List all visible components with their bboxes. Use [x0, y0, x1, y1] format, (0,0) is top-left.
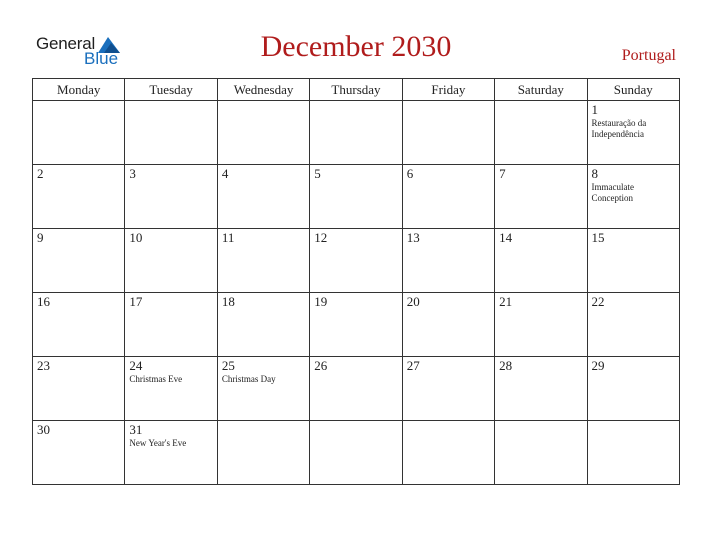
day-number	[310, 101, 401, 102]
holiday-label: Restauração da Independência	[591, 118, 647, 139]
day-cell	[402, 357, 494, 421]
day-number	[495, 101, 586, 102]
day-cell	[495, 229, 587, 293]
day-cell	[217, 421, 309, 485]
day-cell	[33, 357, 125, 421]
day-number: 30	[37, 422, 50, 437]
day-number: 9	[37, 230, 44, 245]
day-cell	[125, 165, 217, 229]
day-number: 4	[221, 166, 229, 181]
day-cell	[495, 421, 587, 485]
day-number: 11	[221, 230, 235, 245]
week-row	[33, 101, 680, 165]
day-cell	[310, 357, 402, 421]
day-cell	[33, 421, 125, 485]
logo-text-blue: Blue	[84, 49, 119, 68]
weekday-header-row	[33, 79, 680, 101]
day-number: 7	[499, 166, 506, 181]
weekday-header: Friday	[402, 79, 494, 101]
weekday-header: Wednesday	[217, 79, 309, 101]
day-number	[403, 101, 494, 102]
day-number: 17	[129, 294, 143, 309]
day-cell	[587, 421, 679, 485]
day-number	[588, 421, 679, 422]
day-cell	[217, 229, 309, 293]
day-cell	[125, 229, 217, 293]
day-number: 10	[129, 230, 143, 245]
day-cell	[587, 101, 679, 165]
holiday-label: Christmas Eve	[129, 374, 183, 384]
day-number: 19	[314, 294, 328, 309]
day-cell	[217, 293, 309, 357]
day-number: 29	[591, 358, 605, 373]
day-cell	[125, 421, 217, 485]
day-number: 1	[591, 102, 599, 117]
day-number: 14	[499, 230, 513, 245]
day-number	[403, 421, 494, 422]
day-cell	[402, 229, 494, 293]
day-cell	[310, 101, 402, 165]
day-cell	[587, 293, 679, 357]
day-number: 15	[591, 230, 605, 245]
logo-text-general: General	[36, 34, 96, 53]
day-cell	[495, 165, 587, 229]
day-number: 13	[406, 230, 420, 245]
day-cell	[402, 421, 494, 485]
weekday-header: Thursday	[310, 79, 402, 101]
day-cell	[310, 293, 402, 357]
day-number: 27	[406, 358, 420, 373]
day-cell	[310, 165, 402, 229]
day-number: 24	[129, 358, 143, 373]
day-cell	[33, 229, 125, 293]
day-cell	[125, 101, 217, 165]
day-number	[125, 101, 216, 102]
day-number: 21	[499, 294, 513, 309]
day-number: 6	[406, 166, 414, 181]
week-row	[33, 357, 680, 421]
day-number: 3	[129, 166, 136, 181]
weekday-header: Tuesday	[125, 79, 217, 101]
day-cell	[217, 165, 309, 229]
day-number: 5	[314, 166, 321, 181]
day-number: 22	[591, 294, 605, 309]
day-number: 25	[221, 358, 235, 373]
day-cell	[310, 229, 402, 293]
day-cell	[33, 165, 125, 229]
day-cell	[310, 421, 402, 485]
calendar-grid	[32, 78, 680, 485]
day-number: 2	[37, 166, 44, 181]
day-number	[33, 101, 124, 102]
day-number	[218, 101, 309, 102]
day-number	[310, 421, 401, 422]
day-cell	[217, 101, 309, 165]
day-cell	[125, 293, 217, 357]
day-cell	[495, 101, 587, 165]
day-number: 28	[499, 358, 513, 373]
week-row	[33, 421, 680, 485]
day-cell	[125, 357, 217, 421]
page-title: December 2030	[260, 30, 452, 63]
day-cell	[587, 165, 679, 229]
week-row	[33, 165, 680, 229]
day-number: 8	[591, 166, 599, 181]
day-cell	[217, 357, 309, 421]
week-row	[33, 229, 680, 293]
week-row	[33, 293, 680, 357]
weekday-header: Saturday	[495, 79, 587, 101]
day-number: 20	[406, 294, 420, 309]
day-number	[218, 421, 309, 422]
weekday-header: Sunday	[587, 79, 679, 101]
day-cell	[402, 101, 494, 165]
day-number: 16	[37, 294, 50, 309]
day-number: 12	[314, 230, 328, 245]
weekday-header: Monday	[33, 79, 125, 101]
day-number: 18	[221, 294, 235, 309]
day-number: 23	[37, 358, 50, 373]
day-cell	[495, 357, 587, 421]
day-number	[495, 421, 586, 422]
holiday-label: Christmas Day	[221, 374, 276, 384]
holiday-label: New Year's Eve	[129, 438, 187, 448]
day-cell	[587, 357, 679, 421]
day-cell	[402, 165, 494, 229]
day-cell	[587, 229, 679, 293]
day-cell	[33, 293, 125, 357]
day-cell	[402, 293, 494, 357]
day-number: 26	[314, 358, 328, 373]
day-number: 31	[129, 422, 143, 437]
country-label: Portugal	[621, 47, 676, 64]
day-cell	[33, 101, 125, 165]
holiday-label: Immaculate Conception	[591, 182, 635, 203]
day-cell	[495, 293, 587, 357]
